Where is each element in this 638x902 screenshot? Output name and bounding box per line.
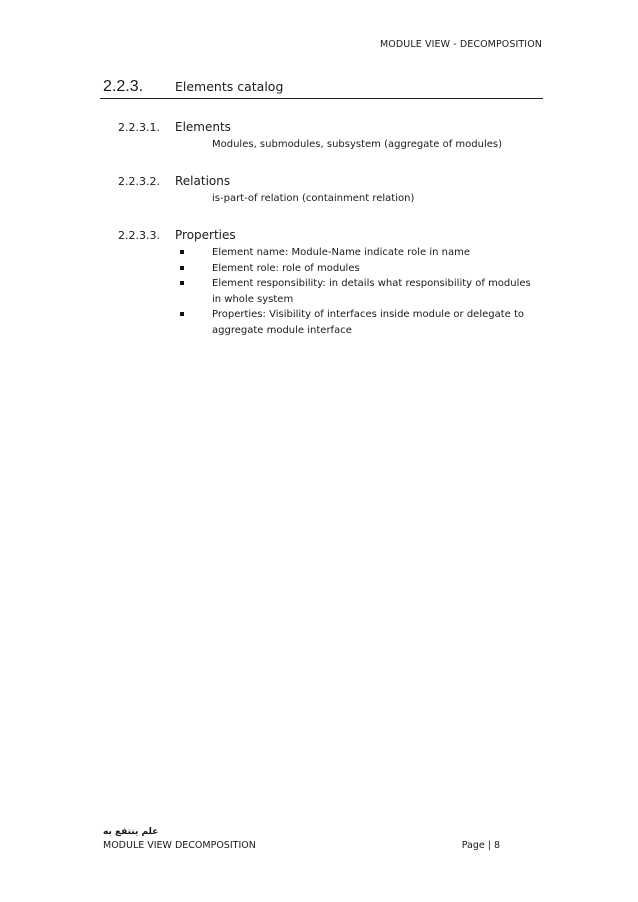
footer-document-title: MODULE VIEW DECOMPOSITION	[103, 840, 256, 851]
list-item	[176, 261, 536, 277]
list-item-text: Element responsibility: in details what responsibility of modules in whole system	[212, 278, 531, 305]
list-item	[176, 276, 536, 307]
list-item-text: Element role: role of modules	[212, 262, 360, 274]
square-bullet-icon	[180, 312, 184, 316]
list-item	[176, 245, 536, 261]
section-divider	[100, 98, 543, 99]
square-bullet-icon	[180, 266, 184, 270]
section-title: Elements catalog	[175, 79, 284, 94]
elements-description: Modules, submodules, subsystem (aggregate of modules)	[212, 139, 502, 150]
relations-description: is-part-of relation (containment relation)	[212, 193, 415, 204]
footer-page-number: Page | 8	[461, 840, 500, 851]
running-header: MODULE VIEW - DECOMPOSITION	[380, 39, 542, 50]
properties-list	[176, 245, 536, 338]
subsection-number-properties: 2.2.3.3.	[118, 229, 160, 242]
subsection-title-relations: Relations	[175, 174, 231, 188]
subsection-number-elements: 2.2.3.1.	[118, 121, 160, 134]
square-bullet-icon	[180, 250, 184, 254]
list-item-text: Properties: Visibility of interfaces inside module or delegate to aggregate module interface	[212, 309, 525, 336]
section-number: 2.2.3.	[103, 78, 144, 95]
list-item-text: Element name: Module-Name indicate role in name	[212, 247, 471, 258]
footer-arabic-tagline: علم ينتفع به	[103, 827, 159, 837]
subsection-title-elements: Elements	[175, 120, 231, 134]
subsection-number-relations: 2.2.3.2.	[118, 175, 160, 188]
square-bullet-icon	[180, 281, 184, 285]
list-item	[176, 307, 536, 338]
subsection-title-properties: Properties	[175, 228, 236, 242]
